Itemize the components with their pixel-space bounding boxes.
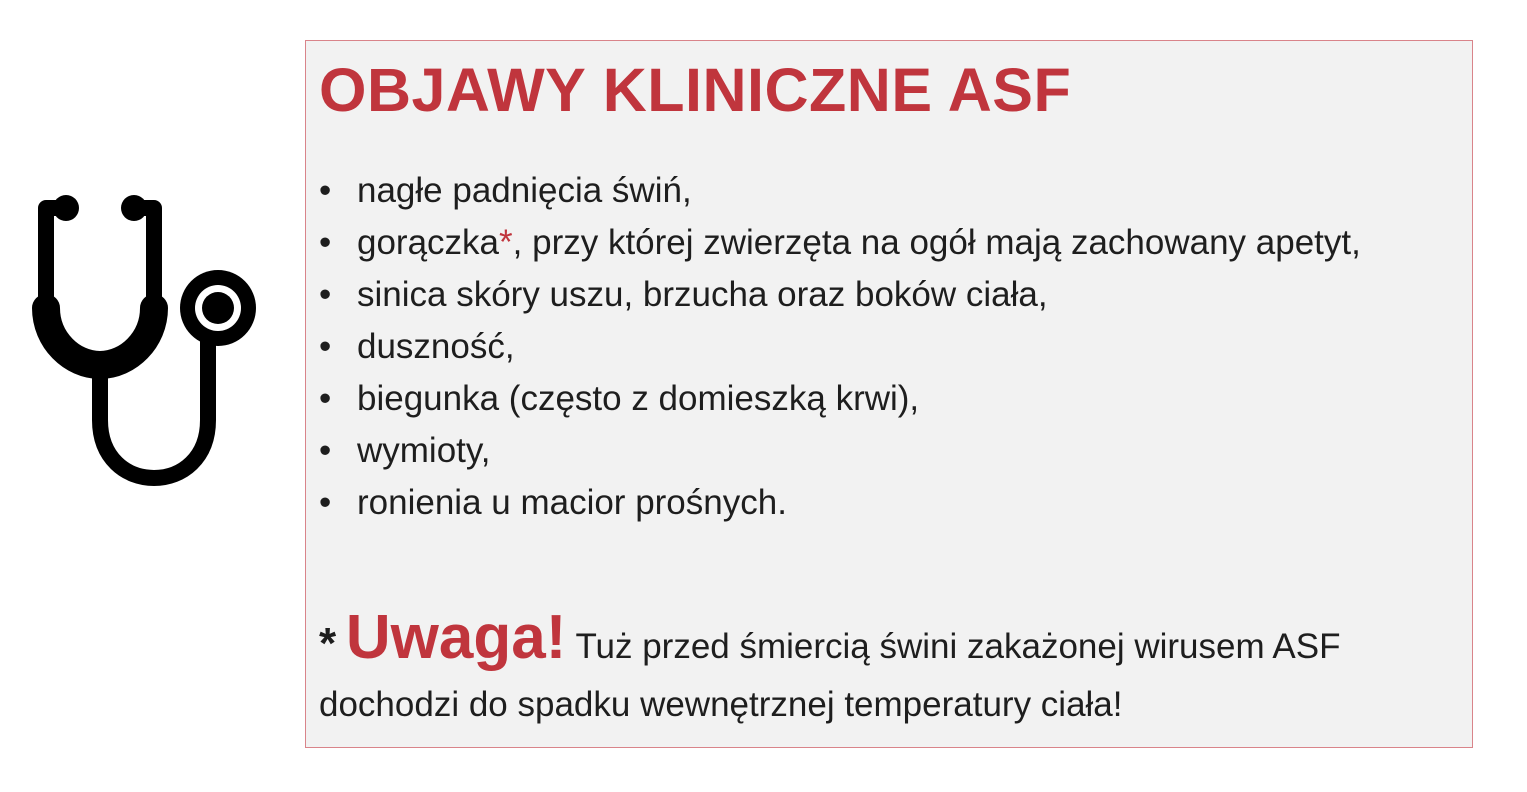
stethoscope-icon <box>22 190 272 500</box>
list-item-text-continued: , przy której zwierzęta na ogół mają zachowany apetyt, <box>512 223 1361 262</box>
bullet-icon: • <box>319 379 332 418</box>
list-item <box>319 477 1397 529</box>
bullet-icon: • <box>319 275 332 314</box>
bullet-icon: • <box>319 223 332 262</box>
footnote-asterisk: * <box>499 223 513 262</box>
bullet-icon: • <box>319 483 332 522</box>
list-item <box>319 425 1397 477</box>
note-asterisk: * <box>319 619 337 668</box>
list-item <box>319 165 1397 217</box>
list-item <box>319 373 1397 425</box>
list-item-text: biegunka (często z domieszką krwi), <box>357 379 920 418</box>
bullet-icon: • <box>319 171 332 210</box>
list-item <box>319 321 1397 373</box>
list-item <box>319 269 1397 321</box>
symptoms-list <box>319 165 1397 529</box>
note-emphasis: Uwaga! <box>345 603 567 672</box>
list-item-text: wymioty, <box>357 431 491 470</box>
list-item-text: gorączka <box>357 223 500 262</box>
card-title: OBJAWY KLINICZNE ASF <box>319 56 1072 124</box>
warning-note <box>319 603 1459 734</box>
bullet-icon: • <box>319 431 332 470</box>
list-item-text: ronienia u macior prośnych. <box>357 483 787 522</box>
symptoms-card <box>305 40 1473 748</box>
bullet-icon: • <box>319 327 332 366</box>
list-item-text: duszność, <box>357 327 515 366</box>
list-item-text: sinica skóry uszu, brzucha oraz boków ciała, <box>357 275 1048 314</box>
note-text: Tuż przed śmiercią świni zakażonej wirusem ASF dochodzi do spadku wewnętrznej temperatury ciała! <box>319 627 1341 724</box>
list-item <box>319 217 1397 269</box>
list-item-text: nagłe padnięcia świń, <box>357 171 692 210</box>
